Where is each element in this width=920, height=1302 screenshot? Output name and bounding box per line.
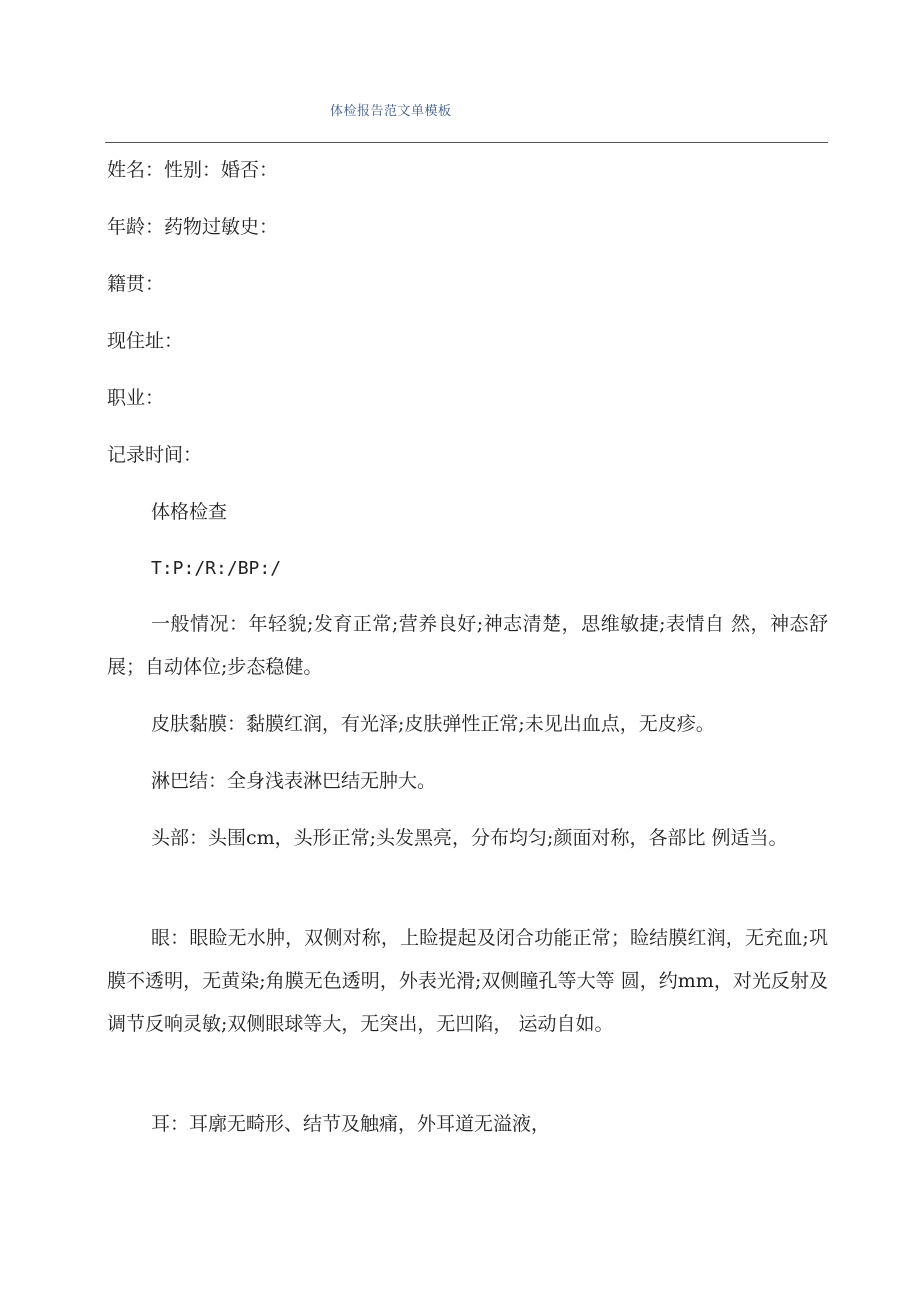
field-occupation: 职业： <box>107 387 165 409</box>
paragraph-general: 一般情况：年轻貌;发育正常;营养良好;神志清楚，思维敏捷;表情自 然，神态舒展；自动体位;步态稳健。 <box>107 613 828 678</box>
vitals-line: T:P:/R:/BP:/ <box>151 558 282 579</box>
paragraph-lymph: 淋巴结：全身浅表淋巴结无肿大。 <box>151 770 437 792</box>
section-title: 体格检查 <box>151 501 228 523</box>
document-header-title: 体检报告范文单模板 <box>330 104 452 119</box>
paragraph-eyes: 眼：眼睑无水肿，双侧对称，上睑提起及闭合功能正常；睑结膜红润，无充血;巩膜不透明，无黄染;角膜无色透明，外表光滑;双侧瞳孔等大等 圆，约mm，对光反射及调节反响灵敏;双侧眼球等大，无突出，无凹陷， 运动自如。 <box>107 927 828 1035</box>
field-record-time: 记录时间： <box>107 444 203 466</box>
field-address: 现住址： <box>107 330 184 352</box>
paragraph-head: 头部：头围cm，头形正常;头发黑亮，分布均匀;颜面对称，各部比 例适当。 <box>151 827 788 849</box>
paragraph-skin: 皮肤黏膜：黏膜红润，有光泽;皮肤弹性正常;未见出血点，无皮疹。 <box>151 713 715 735</box>
field-native-place: 籍贯： <box>107 273 165 295</box>
field-name-gender-marital: 姓名：性别：婚否： <box>107 159 279 181</box>
paragraph-ears: 耳：耳廓无畸形、结节及触痛，外耳道无溢液， <box>151 1113 551 1135</box>
header-divider <box>105 142 828 143</box>
field-age-allergy: 年龄：药物过敏史： <box>107 216 279 238</box>
